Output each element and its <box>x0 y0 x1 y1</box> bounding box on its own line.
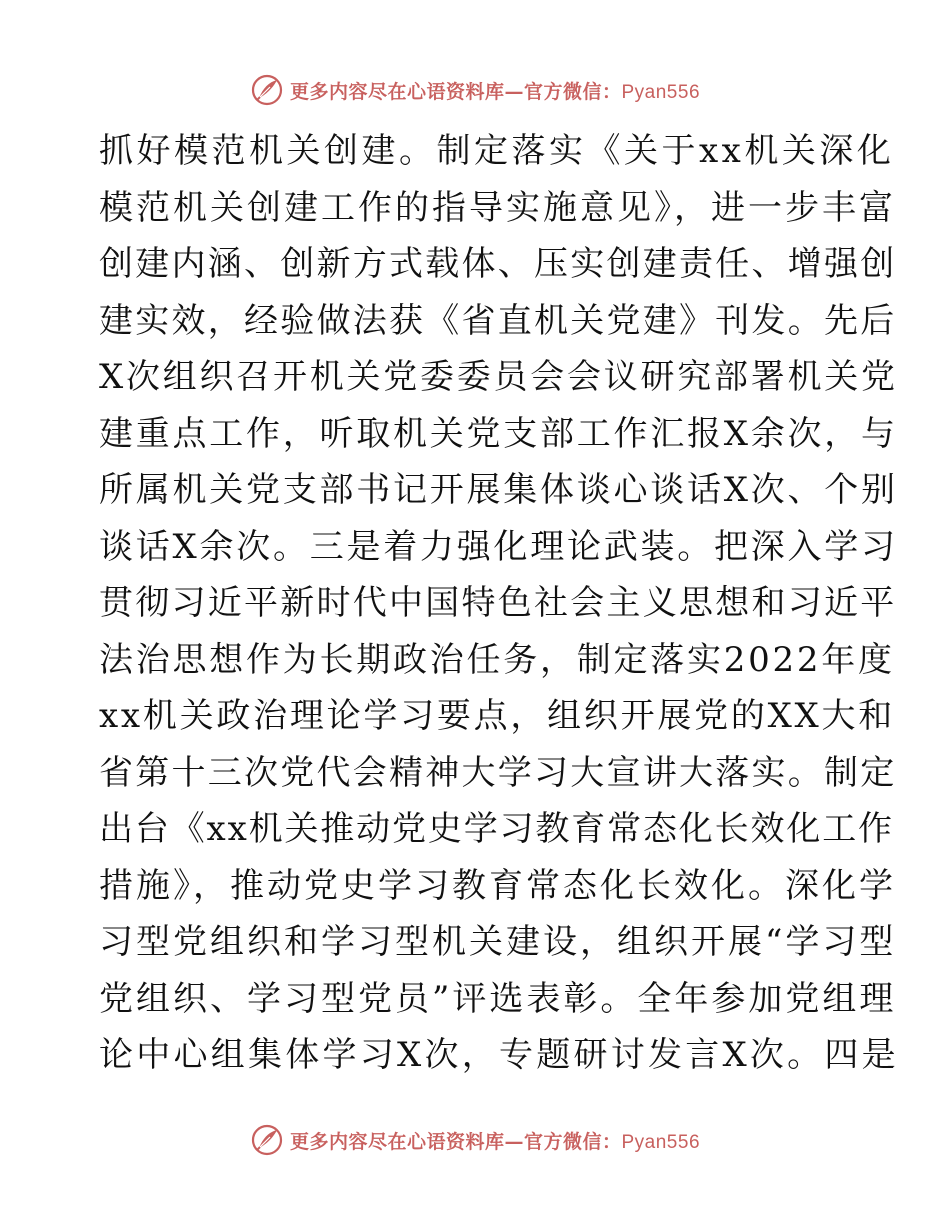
document-body <box>99 123 899 1084</box>
feather-pen-logo-icon <box>250 1123 284 1157</box>
paragraph-line: 法治思想作为长期政治任务，制定落实2022年度 <box>99 639 895 680</box>
paragraph-line: 党组织、学习型党员”评选表彰。全年参加党组理 <box>99 978 897 1019</box>
paragraph-line: xx机关政治理论学习要点，组织开展党的XX大和 <box>99 696 896 736</box>
paragraph-line: 谈话X余次。三是着力强化理论武装。把深入学习 <box>99 526 898 567</box>
watermark-footer-text: 更多内容尽在心语资料库—官方微信：Pyan556 <box>289 1130 701 1153</box>
paragraph-line: 创建内涵、创新方式载体、压实创建责任、增强创 <box>99 244 897 284</box>
paragraph-line: 措施》，推动党史学习教育常态化长效化。深化学 <box>99 865 896 906</box>
feather-pen-logo-icon <box>250 73 284 107</box>
watermark-header <box>0 70 950 110</box>
paragraph-line: 习型党组织和学习型机关建设，组织开展“学习型 <box>99 922 897 962</box>
paragraph-line: 省第十三次党代会精神大学习大宣讲大落实。制定 <box>99 752 897 793</box>
paragraph-line: X次组织召开机关党委委员会会议研究部署机关党 <box>99 357 898 397</box>
paragraph-line: 抓好模范机关创建。制定落实《关于xx机关深化 <box>99 131 895 171</box>
watermark-footer <box>0 1120 950 1160</box>
watermark-header-text: 更多内容尽在心语资料库—官方微信：Pyan556 <box>289 80 701 103</box>
paragraph-line: 贯彻习近平新时代中国特色社会主义思想和习近平 <box>99 583 897 623</box>
paragraph-line: 建实效，经验做法获《省直机关党建》刊发。先后 <box>99 300 897 341</box>
paragraph-line: 所属机关党支部书记开展集体谈心谈话X次、个别 <box>99 470 898 510</box>
paragraph-line: 出台《xx机关推动党史学习教育常态化长效化工作 <box>99 809 894 849</box>
paragraph-line: 建重点工作，听取机关党支部工作汇报X余次，与 <box>99 413 898 454</box>
paragraph-line: 论中心组集体学习X次，专题研讨发言X次。四是 <box>99 1035 899 1075</box>
paragraph-line: 模范机关创建工作的指导实施意见》，进一步丰富 <box>99 187 896 228</box>
